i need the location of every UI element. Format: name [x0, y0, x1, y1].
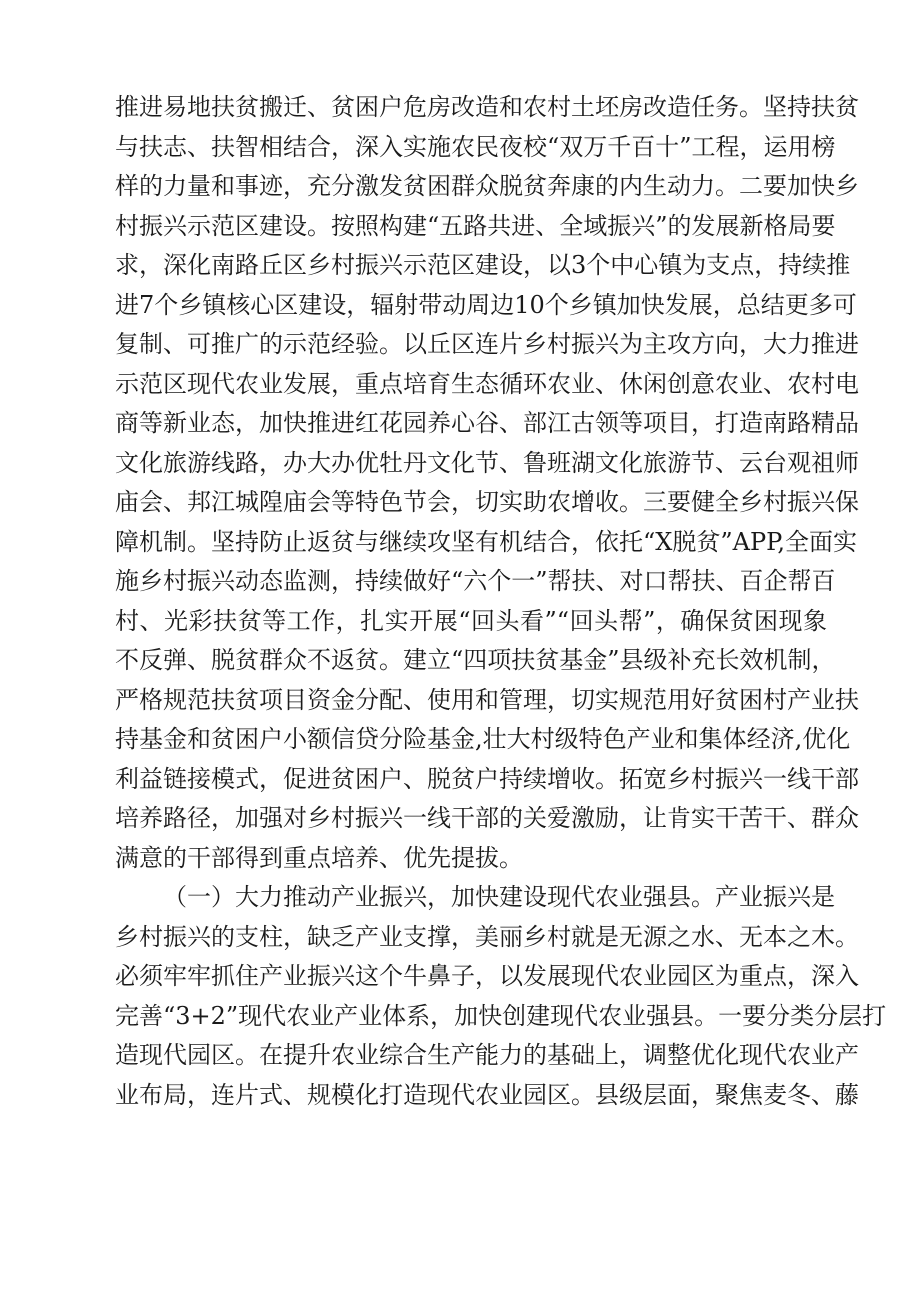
document-page [115, 88, 887, 1115]
text-line: 培养路径，加强对乡村振兴一线干部的关爱激励，让肯实干苦干、群众 [115, 804, 859, 832]
text-line: 完善“3+2”现代农业产业体系，加快创建现代农业强县。一要分类分层打 [115, 1001, 887, 1030]
text-line: 文化旅游线路，办大办优牡丹文化节、鲁班湖文化旅游节、云台观祖师 [115, 448, 859, 477]
text-line: 村振兴示范区建设。按照构建“五路共进、全域振兴”的发展新格局要 [115, 211, 836, 240]
text-line: 满意的干部得到重点培养、优先提拔。 [115, 843, 523, 872]
text-line: 不反弹、脱贫群众不返贫。建立“四项扶贫基金”县级补充长效机制， [115, 646, 836, 674]
text-line: 与扶志、扶智相结合，深入实施农民夜校“双万千百十”工程，运用榜 [115, 132, 836, 161]
paragraph-1 [115, 88, 859, 878]
text-line: 乡村振兴的支柱，缺乏产业支撑，美丽乡村就是无源之水、无本之木。 [115, 922, 859, 951]
text-line: 利益链接模式，促进贫困户、脱贫户持续增收。拓宽乡村振兴一线干部 [115, 764, 859, 793]
text-line: 造现代园区。在提升农业综合生产能力的基础上，调整优化现代农业产 [115, 1041, 859, 1069]
text-line: 样的力量和事迹，充分激发贫困群众脱贫奔康的内生动力。二要加快乡 [115, 172, 859, 200]
text-line: 推进易地扶贫搬迁、贫困户危房改造和农村土坯房改造任务。坚持扶贫 [115, 93, 859, 121]
text-line: 进7个乡镇核心区建设，辐射带动周边10个乡镇加快发展，总结更多可 [115, 290, 857, 319]
text-line: 障机制。坚持防止返贫与继续攻坚有机结合，依托“X脱贫”APP,全面实 [115, 527, 858, 556]
text-line: 求，深化南路丘区乡村振兴示范区建设，以3个中心镇为支点，持续推 [115, 251, 851, 279]
text-line: 业布局，连片式、规模化打造现代农业园区。县级层面，聚焦麦冬、藤 [115, 1080, 859, 1109]
text-line: 必须牢牢抓住产业振兴这个牛鼻子，以发展现代农业园区为重点，深入 [115, 962, 859, 990]
text-line: 复制、可推广的示范经验。以丘区连片乡村振兴为主攻方向，大力推进 [115, 330, 859, 358]
text-line: 商等新业态，加快推进红花园养心谷、部江古领等项目，打造南路精品 [115, 409, 859, 437]
text-line: 施乡村振兴动态监测，持续做好“六个一”帮扶、对口帮扶、百企帮百 [115, 567, 836, 595]
text-line: 严格规范扶贫项目资金分配、使用和管理，切实规范用好贫困村产业扶 [115, 685, 859, 714]
text-line: 庙会、邦江城隍庙会等特色节会，切实助农增收。三要健全乡村振兴保 [115, 488, 859, 516]
text-line: 示范区现代农业发展，重点培育生态循环农业、休闲创意农业、农村电 [115, 369, 859, 398]
text-line: 村、光彩扶贫等工作，扎实开展“回头看”“回头帮”，确保贫困现象 [115, 606, 827, 635]
text-line: （一）大力推动产业振兴，加快建设现代农业强县。产业振兴是 [163, 883, 835, 911]
text-line: 持基金和贫困户小额信贷分险基金,壮大村级特色产业和集体经济,优化 [115, 725, 851, 753]
paragraph-2 [115, 878, 887, 1115]
